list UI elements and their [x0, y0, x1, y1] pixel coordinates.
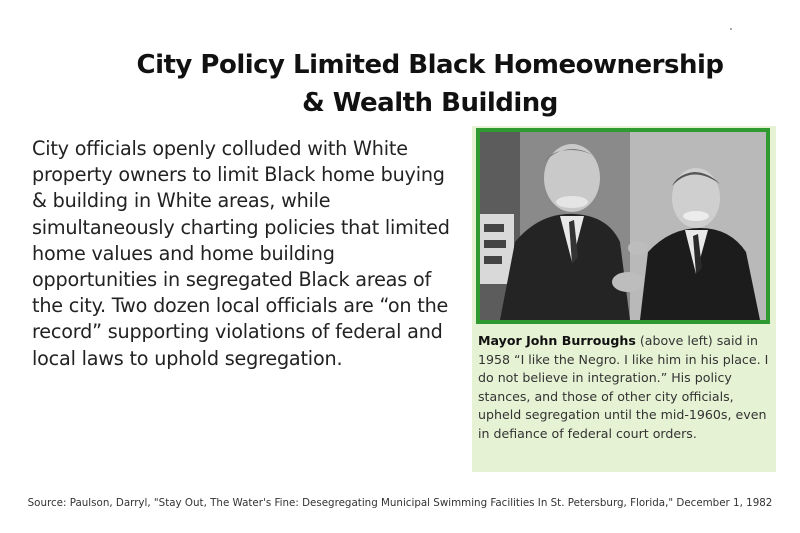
slide-title: [60, 46, 800, 122]
title-line-2: & Wealth Building: [302, 88, 558, 118]
mayor-photo: [476, 128, 770, 324]
title-line-1: City Policy Limited Black Homeownership: [136, 50, 724, 80]
source-citation: Source: Paulson, Darryl, "Stay Out, The Water's Fine: Desegregating Municipal Swimming Facilities In St. Petersburg, Florida," December 1, 1982: [27, 497, 773, 509]
caption-text: (above left) said in 1958 “I like the Negro. I like him in his place. I do not believe in integration.” His policy stances, and those of other city officials, upheld segregation until the mid-1960s, even in defiance of federal court orders.: [478, 333, 769, 441]
caption-name: Mayor John Burroughs: [478, 333, 636, 348]
speck: [730, 28, 732, 30]
photo-caption: [478, 332, 774, 444]
photo-illustration: [480, 132, 766, 320]
body-paragraph: City officials openly colluded with White property owners to limit Black home buying & building in White areas, while simultaneously charting policies that limited home values and home building opportunities in segregated Black areas of the city. Two dozen local officials are “on the record” supporting violations of federal and local laws to uphold segregation.: [32, 137, 450, 370]
